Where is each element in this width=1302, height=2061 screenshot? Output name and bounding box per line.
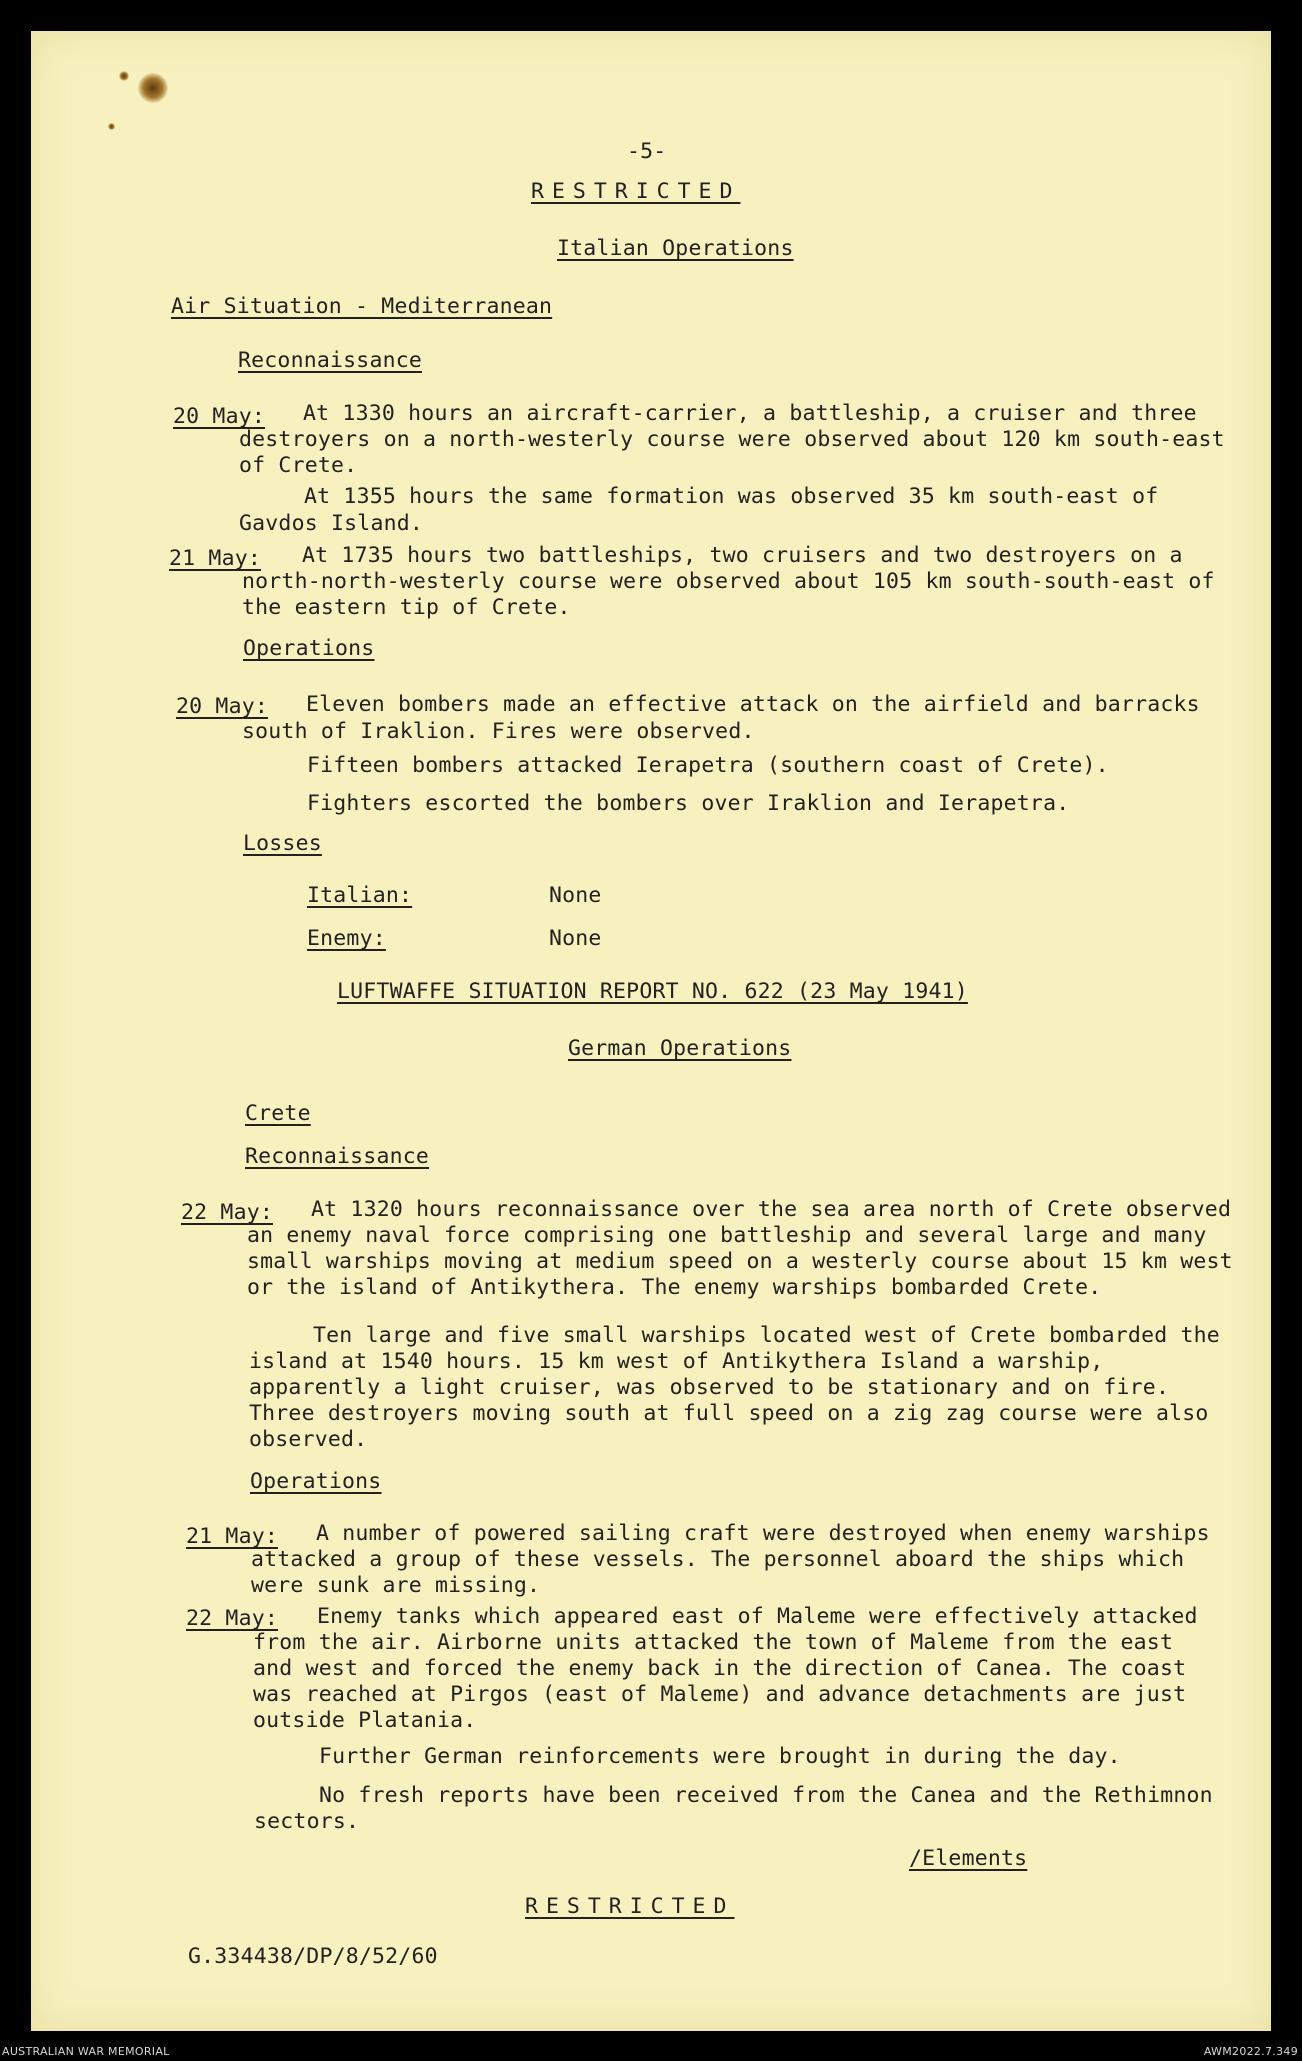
entry-text: of Crete.: [239, 453, 358, 478]
entry-text: or the island of Antikythera. The enemy warships bombarded Crete.: [247, 1275, 1102, 1300]
entry-date: 22 May:: [186, 1606, 279, 1631]
entry-text: and west and forced the enemy back in the direction of Canea. The coast: [253, 1656, 1187, 1681]
entry-date: 20 May:: [173, 404, 266, 429]
entry-text: outside Platania.: [253, 1708, 477, 1733]
entry-text: At 1735 hours two battleships, two cruisers and two destroyers on a: [302, 543, 1183, 568]
classification-top: RESTRICTED: [531, 179, 741, 204]
classification-bottom: RESTRICTED: [525, 1894, 735, 1919]
archive-name: AUSTRALIAN WAR MEMORIAL: [2, 2045, 170, 2058]
loss-label: Italian:: [307, 883, 413, 908]
entry-text: Fighters escorted the bombers over Iraklion and Ierapetra.: [307, 791, 1070, 816]
entry-text: At 1355 hours the same formation was observed 35 km south-east of: [304, 484, 1159, 509]
operations-heading: Operations: [243, 636, 375, 661]
document-page: [31, 31, 1271, 2031]
entry-text: Eleven bombers made an effective attack on the airfield and barracks: [306, 692, 1200, 717]
recon-heading: Reconnaissance: [238, 348, 423, 373]
entry-text: Gavdos Island.: [239, 511, 424, 536]
ink-speck: [119, 71, 129, 81]
entry-text: No fresh reports have been received from the Canea and the Rethimnon: [319, 1783, 1213, 1808]
loss-value: None: [549, 883, 602, 908]
entry-text: Enemy tanks which appeared east of Maleme were effectively attacked: [317, 1604, 1198, 1629]
entry-text: attacked a group of these vessels. The personnel aboard the ships which: [251, 1547, 1185, 1572]
entry-text: A number of powered sailing craft were destroyed when enemy warships: [316, 1521, 1210, 1546]
entry-text: north-north-westerly course were observed about 105 km south-south-east of: [242, 569, 1215, 594]
entry-date: 20 May:: [176, 694, 269, 719]
file-reference: G.334438/DP/8/52/60: [188, 1944, 438, 1969]
entry-text: an enemy naval force comprising one battleship and several large and many: [247, 1223, 1207, 1248]
entry-text: was reached at Pirgos (east of Maleme) and advance detachments are just: [253, 1682, 1187, 1707]
area-heading: Crete: [245, 1101, 311, 1126]
entry-date: 21 May:: [186, 1524, 279, 1549]
archive-footer-bar: [0, 2041, 1302, 2061]
operations-heading: Operations: [250, 1469, 382, 1494]
entry-text: Further German reinforcements were brought in during the day.: [319, 1744, 1121, 1769]
loss-label: Enemy:: [307, 926, 386, 951]
ink-stain: [138, 73, 168, 103]
continuation-marker: /Elements: [909, 1846, 1028, 1871]
entry-text: apparently a light cruiser, was observed to be stationary and on fire.: [249, 1375, 1170, 1400]
report-title: LUFTWAFFE SITUATION REPORT NO. 622 (23 May 1941): [337, 979, 968, 1004]
entry-text: At 1320 hours reconnaissance over the sea area north of Crete observed: [311, 1197, 1232, 1222]
entry-text: south of Iraklion. Fires were observed.: [242, 719, 755, 744]
entry-text: from the air. Airborne units attacked the town of Maleme from the east: [253, 1630, 1174, 1655]
recon-heading: Reconnaissance: [245, 1144, 430, 1169]
air-situation-heading: Air Situation - Mediterranean: [171, 294, 553, 319]
entry-text: sectors.: [254, 1809, 360, 1834]
entry-text: observed.: [249, 1427, 368, 1452]
entry-text: were sunk are missing.: [251, 1573, 541, 1598]
entry-date: 22 May:: [181, 1200, 274, 1225]
entry-text: Fifteen bombers attacked Ierapetra (southern coast of Crete).: [307, 753, 1109, 778]
section-title-german: German Operations: [568, 1036, 792, 1061]
entry-text: destroyers on a north-westerly course were observed about 120 km south-east: [239, 427, 1225, 452]
entry-text: At 1330 hours an aircraft-carrier, a battleship, a cruiser and three: [303, 401, 1197, 426]
entry-text: Three destroyers moving south at full speed on a zig zag course were also: [249, 1401, 1209, 1426]
entry-text: Ten large and five small warships located west of Crete bombarded the: [313, 1323, 1220, 1348]
section-title-italian: Italian Operations: [557, 236, 794, 261]
page-number: -5-: [627, 139, 667, 164]
ink-speck: [108, 123, 115, 130]
entry-text: the eastern tip of Crete.: [242, 595, 571, 620]
entry-text: island at 1540 hours. 15 km west of Antikythera Island a warship,: [249, 1349, 1104, 1374]
archive-reference: AWM2022.7.349: [1203, 2045, 1298, 2058]
losses-heading: Losses: [243, 831, 322, 856]
entry-date: 21 May:: [169, 546, 262, 571]
entry-text: small warships moving at medium speed on a westerly course about 15 km west: [247, 1249, 1233, 1274]
loss-value: None: [549, 926, 602, 951]
